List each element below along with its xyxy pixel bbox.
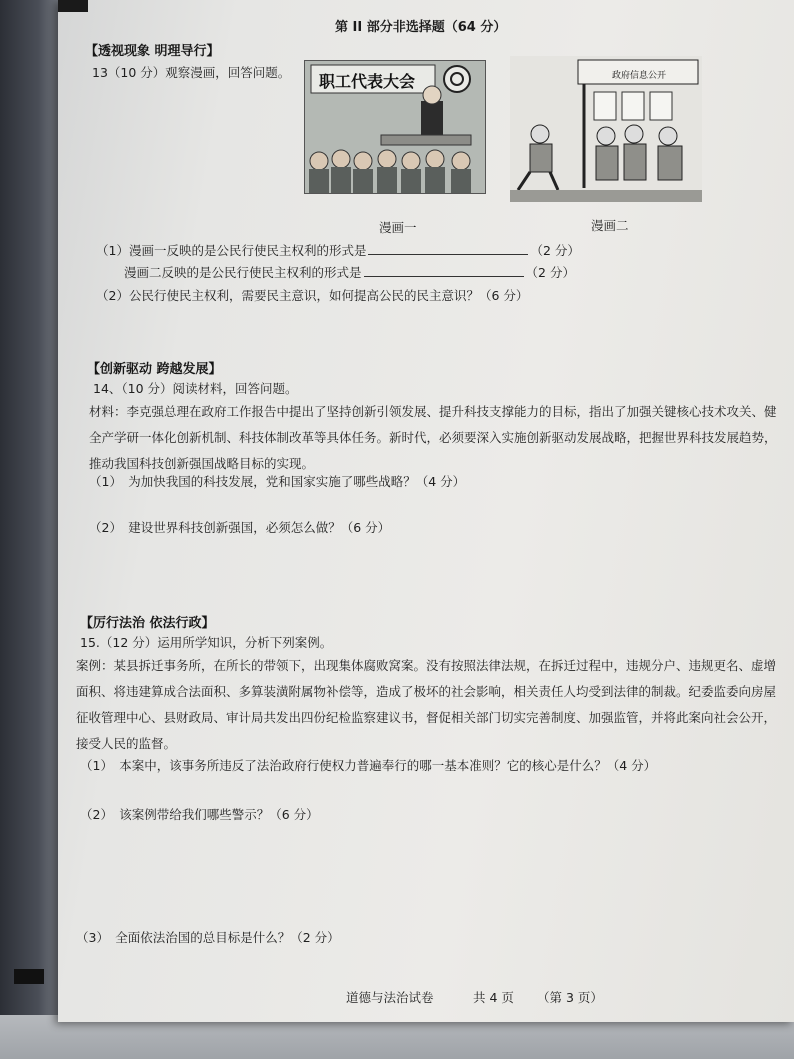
q14-stem: 14、（10 分）阅读材料，回答问题。 — [93, 381, 298, 396]
footer-subject: 道德与法治试卷 — [346, 990, 434, 1005]
cartoon-2 — [510, 56, 702, 202]
corner-mark — [58, 0, 88, 12]
page-title: 第 II 部分非选择题（64 分） — [335, 20, 507, 35]
section-heading-1: 【透视现象 明理导行】 — [85, 44, 220, 59]
q13-part2: （2）公民行使民主权利，需要民主意识，如何提高公民的民主意识？（6 分） — [96, 288, 529, 303]
cartoon-2-drawing — [510, 56, 702, 202]
q13-part1-a: （1）漫画一反映的是公民行使民主权利的形式是 （2 分） — [96, 243, 580, 258]
registration-mark — [14, 969, 44, 984]
cartoon-1-caption: 漫画一 — [379, 220, 417, 235]
footer-page-number: （第 3 页） — [537, 990, 603, 1005]
q15-part1: （1） 本案中，该事务所违反了法治政府行使权力普遍奉行的哪一基本准则？它的核心是什么？（4 分） — [80, 758, 657, 773]
q13-stem: 13（10 分）观察漫画，回答问题。 — [92, 65, 291, 80]
cartoon-1-sign: 职工代表大会 — [319, 72, 416, 91]
q15-case: 案例：某县拆迁事务所，在所长的带领下，出现集体腐败窝案。没有按照法律法规，在拆迁过程中，违规分户、违规更名、虚增面积、将违建算成合法面积、多算装潢附属物补偿等，造成了极坏的社会影响，相关责任人均受到法律的制裁。纪委监委向房屋征收管理中心、县财政局、审计局共发出四份纪检监察建议书，督促相关部门切实完善制度、加强监管，并将此案向社会公开，接受人民的监督。 — [76, 658, 777, 751]
cartoon-2-caption: 漫画二 — [591, 218, 629, 233]
q15-stem: 15.（12 分）运用所学知识，分析下列案例。 — [80, 635, 333, 650]
footer-total-pages: 共 4 页 — [473, 990, 514, 1005]
answer-line[interactable] — [368, 241, 528, 255]
q13-part1-b: 漫画二反映的是公民行使民主权利的形式是 （2 分） — [124, 265, 575, 280]
section-heading-2: 【创新驱动 跨越发展】 — [87, 362, 222, 377]
cartoon-2-sign: 政府信息公开 — [612, 71, 667, 81]
answer-line[interactable] — [364, 263, 524, 277]
q14-part2: （2） 建设世界科技创新强国，必须怎么做？（6 分） — [89, 520, 391, 535]
q15-part2: （2） 该案例带给我们哪些警示？（6 分） — [80, 807, 319, 822]
q14-material: 材料：李克强总理在政府工作报告中提出了坚持创新引领发展、提升科技支撑能力的目标，指出了加强关键核心技术攻关、健全产学研一体化创新机制、科技体制改革等具体任务。新时代，必须要深入实施创新驱动发展战略，把握世界科技发展趋势，推动我国科技创新强国战略目标的实现。 — [89, 404, 777, 471]
q15-part3: （3） 全面依法治国的总目标是什么？（2 分） — [76, 930, 340, 945]
q14-part1: （1） 为加快我国的科技发展，党和国家实施了哪些战略？（4 分） — [89, 474, 466, 489]
section-heading-3: 【厉行法治 依法行政】 — [80, 616, 215, 631]
cartoon-1 — [304, 60, 486, 194]
